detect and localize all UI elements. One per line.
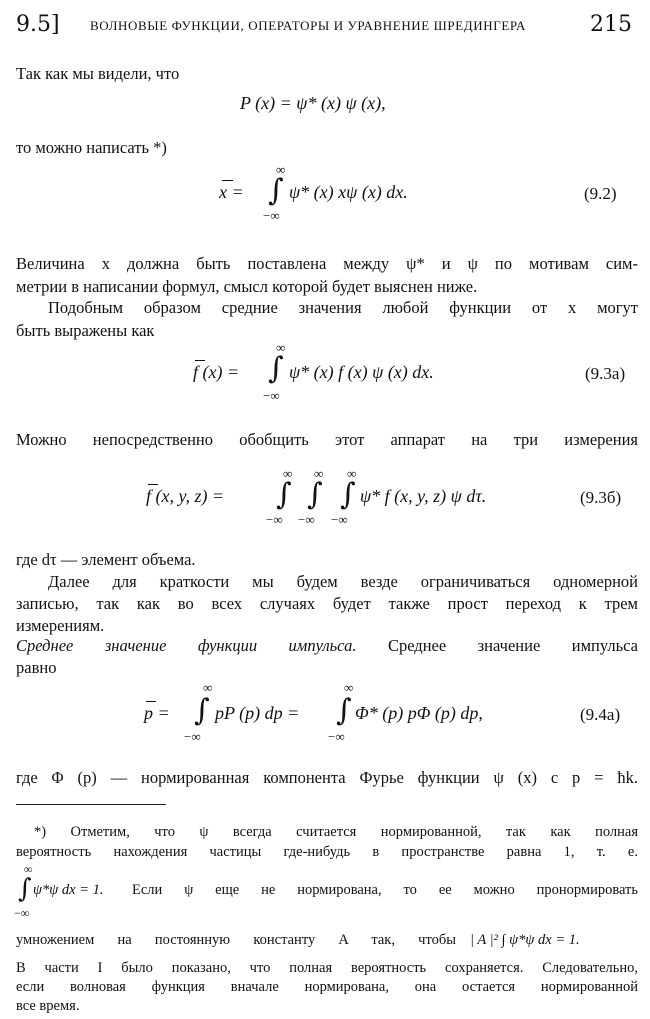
lower-limit-2: −∞ (328, 729, 345, 744)
lower-limit-1: −∞ (266, 512, 283, 527)
equation-number: (9.2) (584, 184, 617, 203)
integral-sign: ∫ (268, 173, 284, 208)
integral-sign: ∫ (18, 874, 32, 904)
equation-integrand: ψ* f (x, y, z) ψ dτ. (360, 486, 487, 506)
footnote-line4-equation: | A |² ∫ ψ*ψ dx = 1. (470, 932, 580, 948)
paragraph-three-dimensions: Можно непосредственно обобщить этот аппарат на три измерения (16, 430, 638, 449)
paragraph-momentum-text: Среднее значение импульса (356, 636, 638, 655)
footnote-line7: все время. (16, 998, 80, 1014)
integral-sign-3: ∫ (340, 477, 356, 512)
equation-lhs: x = (219, 182, 244, 202)
footnote-line5: В части I было показано, что полная вероятность сохраняется. Следовательно, (16, 960, 638, 976)
footnote-rule (16, 804, 166, 805)
subsection-heading: Среднее значение функции импульса. (16, 636, 357, 655)
section-number: 9.5] (16, 12, 60, 37)
equation-part-1: pP (p) dp = (215, 703, 300, 723)
equation-lhs: f (x, y, z) = (146, 486, 225, 506)
running-header (16, 12, 632, 38)
equation-probability-density: P (x) = ψ* (x) ψ (x), (240, 93, 386, 113)
lower-limit: −∞ (263, 208, 280, 223)
equation-part-2: Φ* (p) pΦ (p) dp, (355, 703, 483, 723)
paragraph-volume-element: где dτ — элемент объема. (16, 550, 196, 569)
equation-lhs: p = (144, 703, 170, 723)
paragraph-brevity-line3: измерениям. (16, 616, 105, 635)
mean-bar (146, 701, 156, 702)
upper-limit: ∞ (24, 862, 33, 876)
equation-number: (9.4а) (580, 705, 621, 724)
upper-limit: ∞ (276, 340, 286, 355)
paragraph-symmetry-line1: Величина x должна быть поставлена между ψ* и ψ по мотивам сим- (16, 254, 638, 273)
upper-limit-1: ∞ (203, 680, 213, 695)
upper-limit: ∞ (276, 162, 286, 177)
paragraph-fourier-component: где Φ (p) — нормированная компонента Фурье функции ψ (x) с p = ħk. (16, 768, 638, 787)
paragraph-intro: Так как мы видели, что (16, 64, 180, 83)
integral-sign-2: ∫ (336, 693, 352, 728)
paragraph-momentum-line2: равно (16, 658, 57, 677)
lower-limit-1: −∞ (184, 729, 201, 744)
page-number: 215 (590, 12, 632, 37)
mean-bar (195, 360, 205, 361)
footnote-line1: *) Отметим, что ψ всегда считается нормированной, так как полная (34, 824, 638, 840)
footnote-line2: вероятность нахождения частицы где-нибудь в пространстве равна 1, т. е. (16, 844, 638, 860)
integral-sign-2: ∫ (307, 477, 323, 512)
upper-limit-2: ∞ (314, 466, 324, 481)
lower-limit-2: −∞ (298, 512, 315, 527)
equation-lhs: f (x) = (193, 362, 240, 382)
equation-integrand: ψ* (x) xψ (x) dx. (289, 182, 408, 202)
lower-limit-3: −∞ (331, 512, 348, 527)
paragraph-momentum-line1 (16, 634, 638, 658)
upper-limit-2: ∞ (344, 680, 354, 695)
mean-bar (148, 484, 158, 485)
lower-limit: −∞ (263, 388, 280, 403)
footnote-line3: Если ψ еще не нормирована, то ее можно пронормировать (132, 882, 638, 898)
integral-sign: ∫ (268, 351, 284, 386)
footnote-inline-equation: ψ*ψ dx = 1. (33, 882, 104, 898)
equation-number: (9.3а) (585, 364, 626, 383)
paragraph-any-function-line1: Подобным образом средние значения любой функции от x могут (48, 298, 638, 317)
upper-limit-1: ∞ (283, 466, 293, 481)
upper-limit-3: ∞ (347, 466, 357, 481)
footnote-line4: умножением на постоянную константу A так, чтобы (16, 932, 456, 948)
integral-sign-1: ∫ (276, 477, 292, 512)
footnote-line6: если волновая функция вначале нормирована, она остается нормированной (16, 979, 638, 995)
lower-limit: −∞ (14, 906, 30, 920)
running-title: ВОЛНОВЫЕ ФУНКЦИИ, ОПЕРАТОРЫ И УРАВНЕНИЕ ШРЕДИНГЕРА (90, 18, 527, 33)
paragraph-can-write: то можно написать *) (16, 138, 167, 157)
paragraph-any-function-line2: быть выражены как (16, 321, 155, 340)
paragraph-brevity-line2: записью, так как во всех случаях будет также прост переход к трем (16, 594, 638, 613)
equation-integrand: ψ* (x) f (x) ψ (x) dx. (289, 362, 434, 382)
paragraph-symmetry-line2: метрии в написании формул, смысл которой будет выяснен ниже. (16, 277, 478, 296)
paragraph-brevity-line1: Далее для краткости мы будем везде ограничиваться одномерной (48, 572, 638, 591)
integral-sign-1: ∫ (194, 693, 210, 728)
mean-bar (222, 180, 233, 181)
equation-number: (9.3б) (580, 488, 622, 507)
